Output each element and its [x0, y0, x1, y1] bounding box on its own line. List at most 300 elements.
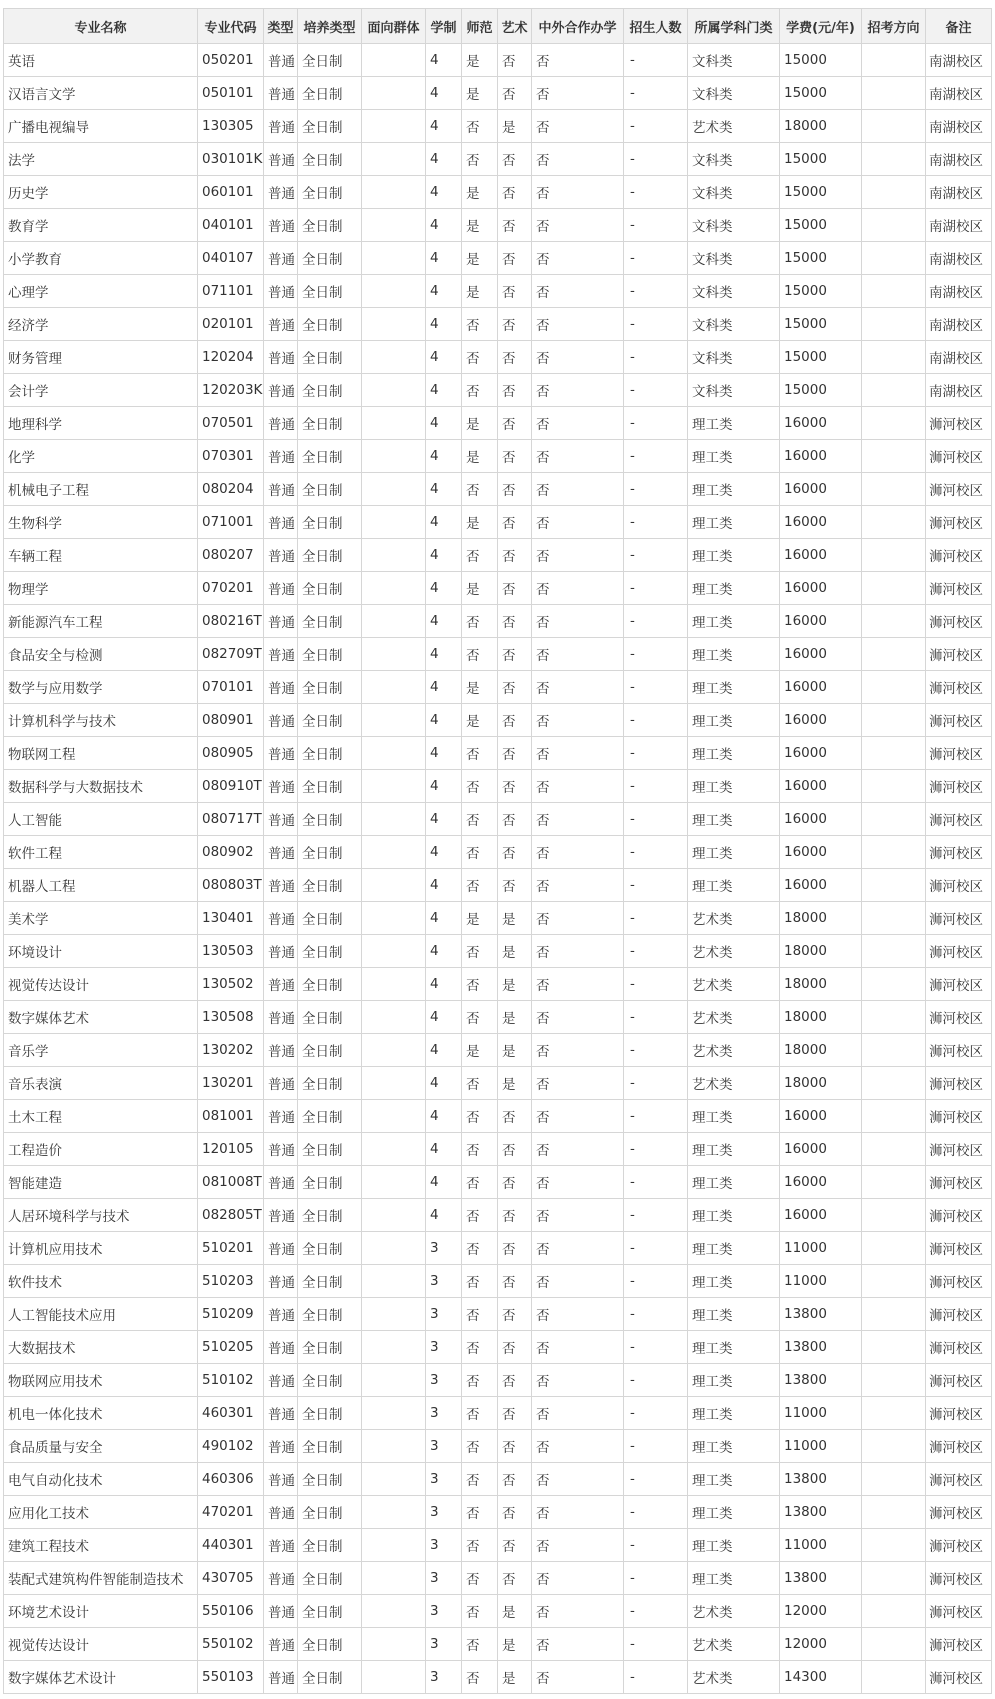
cell-art: 否	[498, 308, 532, 341]
cell-teacher-training: 是	[462, 44, 498, 77]
cell-note: 浉河校区	[926, 1199, 992, 1232]
cell-duration: 4	[426, 1166, 462, 1199]
cell-tuition: 15000	[780, 209, 862, 242]
cell-teacher-training: 否	[462, 539, 498, 572]
cell-tuition: 15000	[780, 341, 862, 374]
cell-major-code: 070301	[198, 440, 264, 473]
cell-discipline: 理工类	[688, 671, 780, 704]
cell-major-name: 美术学	[4, 902, 198, 935]
table-row	[4, 407, 992, 440]
cell-tuition: 16000	[780, 770, 862, 803]
cell-type: 普通	[264, 407, 298, 440]
cell-tuition: 12000	[780, 1595, 862, 1628]
cell-discipline: 艺术类	[688, 1661, 780, 1694]
cell-teacher-training: 是	[462, 242, 498, 275]
cell-type: 普通	[264, 770, 298, 803]
cell-note: 浉河校区	[926, 968, 992, 1001]
cell-note: 浉河校区	[926, 1001, 992, 1034]
cell-study-mode: 全日制	[298, 1595, 362, 1628]
cell-type: 普通	[264, 737, 298, 770]
table-row	[4, 341, 992, 374]
cell-exam-direction	[862, 836, 926, 869]
cell-enrollment: -	[624, 473, 688, 506]
cell-enrollment: -	[624, 869, 688, 902]
cell-joint-program: 否	[532, 1034, 624, 1067]
cell-enrollment: -	[624, 671, 688, 704]
cell-tuition: 13800	[780, 1496, 862, 1529]
cell-note: 浉河校区	[926, 770, 992, 803]
cell-target-group	[362, 242, 426, 275]
table-row	[4, 869, 992, 902]
cell-target-group	[362, 1001, 426, 1034]
cell-study-mode: 全日制	[298, 1100, 362, 1133]
cell-note: 浉河校区	[926, 605, 992, 638]
cell-note: 南湖校区	[926, 209, 992, 242]
cell-enrollment: -	[624, 1463, 688, 1496]
cell-teacher-training: 否	[462, 1397, 498, 1430]
cell-teacher-training: 否	[462, 1166, 498, 1199]
cell-duration: 3	[426, 1595, 462, 1628]
cell-major-code: 460301	[198, 1397, 264, 1430]
cell-study-mode: 全日制	[298, 1562, 362, 1595]
cell-tuition: 15000	[780, 308, 862, 341]
cell-discipline: 理工类	[688, 1562, 780, 1595]
cell-tuition: 15000	[780, 242, 862, 275]
cell-enrollment: -	[624, 308, 688, 341]
cell-discipline: 理工类	[688, 803, 780, 836]
cell-duration: 4	[426, 737, 462, 770]
cell-duration: 3	[426, 1232, 462, 1265]
table-row	[4, 638, 992, 671]
cell-art: 否	[498, 1562, 532, 1595]
cell-tuition: 13800	[780, 1562, 862, 1595]
cell-major-code: 070101	[198, 671, 264, 704]
cell-duration: 3	[426, 1463, 462, 1496]
cell-art: 是	[498, 968, 532, 1001]
cell-art: 是	[498, 1628, 532, 1661]
cell-major-name: 英语	[4, 44, 198, 77]
cell-art: 否	[498, 605, 532, 638]
cell-study-mode: 全日制	[298, 1298, 362, 1331]
cell-study-mode: 全日制	[298, 1628, 362, 1661]
cell-duration: 4	[426, 407, 462, 440]
cell-type: 普通	[264, 308, 298, 341]
cell-art: 否	[498, 836, 532, 869]
cell-type: 普通	[264, 341, 298, 374]
cell-target-group	[362, 110, 426, 143]
cell-type: 普通	[264, 1199, 298, 1232]
cell-type: 普通	[264, 1364, 298, 1397]
cell-tuition: 16000	[780, 704, 862, 737]
cell-joint-program: 否	[532, 1298, 624, 1331]
cell-joint-program: 否	[532, 1100, 624, 1133]
column-header-note: 备注	[926, 9, 992, 44]
cell-joint-program: 否	[532, 1463, 624, 1496]
table-row	[4, 1133, 992, 1166]
cell-joint-program: 否	[532, 836, 624, 869]
cell-joint-program: 否	[532, 1595, 624, 1628]
cell-joint-program: 否	[532, 935, 624, 968]
cell-discipline: 理工类	[688, 539, 780, 572]
cell-joint-program: 否	[532, 440, 624, 473]
cell-target-group	[362, 770, 426, 803]
cell-exam-direction	[862, 44, 926, 77]
cell-note: 浉河校区	[926, 737, 992, 770]
cell-major-name: 电气自动化技术	[4, 1463, 198, 1496]
cell-enrollment: -	[624, 110, 688, 143]
cell-tuition: 18000	[780, 1001, 862, 1034]
column-header-major-code: 专业代码	[198, 9, 264, 44]
cell-duration: 3	[426, 1529, 462, 1562]
cell-type: 普通	[264, 242, 298, 275]
column-header-study-mode: 培养类型	[298, 9, 362, 44]
cell-discipline: 理工类	[688, 1100, 780, 1133]
cell-note: 南湖校区	[926, 308, 992, 341]
cell-duration: 4	[426, 209, 462, 242]
cell-art: 否	[498, 209, 532, 242]
cell-duration: 4	[426, 803, 462, 836]
cell-exam-direction	[862, 1496, 926, 1529]
cell-study-mode: 全日制	[298, 209, 362, 242]
cell-enrollment: -	[624, 1067, 688, 1100]
cell-tuition: 16000	[780, 473, 862, 506]
cell-note: 浉河校区	[926, 473, 992, 506]
cell-discipline: 理工类	[688, 473, 780, 506]
cell-type: 普通	[264, 176, 298, 209]
cell-note: 浉河校区	[926, 1232, 992, 1265]
cell-note: 浉河校区	[926, 869, 992, 902]
table-row	[4, 44, 992, 77]
cell-discipline: 理工类	[688, 1463, 780, 1496]
cell-joint-program: 否	[532, 1496, 624, 1529]
cell-target-group	[362, 572, 426, 605]
cell-joint-program: 否	[532, 1232, 624, 1265]
cell-teacher-training: 是	[462, 77, 498, 110]
cell-tuition: 16000	[780, 1199, 862, 1232]
cell-major-name: 食品质量与安全	[4, 1430, 198, 1463]
cell-type: 普通	[264, 44, 298, 77]
cell-discipline: 文科类	[688, 374, 780, 407]
cell-major-code: 470201	[198, 1496, 264, 1529]
cell-art: 是	[498, 1661, 532, 1694]
cell-duration: 4	[426, 638, 462, 671]
cell-major-code: 510201	[198, 1232, 264, 1265]
cell-major-code: 060101	[198, 176, 264, 209]
cell-major-name: 法学	[4, 143, 198, 176]
cell-exam-direction	[862, 1265, 926, 1298]
cell-study-mode: 全日制	[298, 704, 362, 737]
cell-enrollment: -	[624, 1265, 688, 1298]
cell-art: 否	[498, 1331, 532, 1364]
cell-duration: 4	[426, 968, 462, 1001]
cell-enrollment: -	[624, 1034, 688, 1067]
table-row	[4, 1529, 992, 1562]
cell-discipline: 理工类	[688, 1331, 780, 1364]
cell-note: 浉河校区	[926, 440, 992, 473]
cell-type: 普通	[264, 1265, 298, 1298]
table-row	[4, 1100, 992, 1133]
cell-duration: 4	[426, 473, 462, 506]
cell-exam-direction	[862, 1034, 926, 1067]
cell-tuition: 14300	[780, 1661, 862, 1694]
cell-study-mode: 全日制	[298, 1265, 362, 1298]
cell-major-name: 软件技术	[4, 1265, 198, 1298]
cell-enrollment: -	[624, 968, 688, 1001]
cell-exam-direction	[862, 341, 926, 374]
cell-discipline: 理工类	[688, 1430, 780, 1463]
cell-study-mode: 全日制	[298, 143, 362, 176]
cell-joint-program: 否	[532, 1562, 624, 1595]
table-row	[4, 1463, 992, 1496]
cell-note: 浉河校区	[926, 1463, 992, 1496]
cell-exam-direction	[862, 605, 926, 638]
cell-tuition: 16000	[780, 605, 862, 638]
cell-exam-direction	[862, 506, 926, 539]
cell-joint-program: 否	[532, 176, 624, 209]
cell-note: 浉河校区	[926, 1133, 992, 1166]
cell-enrollment: -	[624, 176, 688, 209]
cell-duration: 4	[426, 44, 462, 77]
cell-duration: 4	[426, 1034, 462, 1067]
cell-enrollment: -	[624, 440, 688, 473]
table-row	[4, 704, 992, 737]
cell-study-mode: 全日制	[298, 308, 362, 341]
cell-teacher-training: 是	[462, 572, 498, 605]
cell-tuition: 16000	[780, 869, 862, 902]
cell-exam-direction	[862, 902, 926, 935]
cell-study-mode: 全日制	[298, 1661, 362, 1694]
cell-art: 否	[498, 1166, 532, 1199]
cell-teacher-training: 否	[462, 836, 498, 869]
cell-exam-direction	[862, 1166, 926, 1199]
cell-art: 否	[498, 143, 532, 176]
cell-art: 否	[498, 1463, 532, 1496]
cell-tuition: 15000	[780, 176, 862, 209]
table-row	[4, 671, 992, 704]
cell-target-group	[362, 77, 426, 110]
cell-discipline: 理工类	[688, 1265, 780, 1298]
cell-target-group	[362, 1364, 426, 1397]
cell-note: 浉河校区	[926, 1364, 992, 1397]
cell-type: 普通	[264, 968, 298, 1001]
cell-major-code: 080216T	[198, 605, 264, 638]
cell-art: 否	[498, 737, 532, 770]
cell-discipline: 文科类	[688, 143, 780, 176]
cell-art: 否	[498, 1397, 532, 1430]
cell-duration: 4	[426, 671, 462, 704]
cell-discipline: 理工类	[688, 1199, 780, 1232]
cell-joint-program: 否	[532, 341, 624, 374]
cell-study-mode: 全日制	[298, 1463, 362, 1496]
cell-target-group	[362, 440, 426, 473]
cell-enrollment: -	[624, 506, 688, 539]
cell-target-group	[362, 1529, 426, 1562]
cell-target-group	[362, 1331, 426, 1364]
cell-duration: 4	[426, 935, 462, 968]
cell-exam-direction	[862, 1067, 926, 1100]
cell-discipline: 艺术类	[688, 110, 780, 143]
cell-enrollment: -	[624, 836, 688, 869]
cell-joint-program: 否	[532, 407, 624, 440]
cell-joint-program: 否	[532, 1529, 624, 1562]
cell-exam-direction	[862, 770, 926, 803]
cell-note: 浉河校区	[926, 1265, 992, 1298]
cell-duration: 4	[426, 836, 462, 869]
cell-major-name: 新能源汽车工程	[4, 605, 198, 638]
cell-major-name: 地理科学	[4, 407, 198, 440]
cell-major-code: 081008T	[198, 1166, 264, 1199]
cell-duration: 4	[426, 176, 462, 209]
cell-discipline: 文科类	[688, 308, 780, 341]
cell-major-code: 120203K	[198, 374, 264, 407]
cell-teacher-training: 是	[462, 1034, 498, 1067]
cell-major-name: 视觉传达设计	[4, 968, 198, 1001]
cell-type: 普通	[264, 836, 298, 869]
cell-study-mode: 全日制	[298, 836, 362, 869]
cell-major-code: 080905	[198, 737, 264, 770]
cell-joint-program: 否	[532, 1628, 624, 1661]
cell-exam-direction	[862, 539, 926, 572]
cell-art: 否	[498, 1364, 532, 1397]
cell-art: 否	[498, 275, 532, 308]
cell-joint-program: 否	[532, 506, 624, 539]
cell-study-mode: 全日制	[298, 407, 362, 440]
cell-discipline: 文科类	[688, 176, 780, 209]
cell-type: 普通	[264, 1331, 298, 1364]
cell-art: 否	[498, 44, 532, 77]
cell-tuition: 11000	[780, 1529, 862, 1562]
cell-joint-program: 否	[532, 1430, 624, 1463]
table-row	[4, 539, 992, 572]
cell-duration: 4	[426, 1199, 462, 1232]
cell-major-name: 建筑工程技术	[4, 1529, 198, 1562]
cell-tuition: 18000	[780, 1034, 862, 1067]
cell-type: 普通	[264, 77, 298, 110]
cell-type: 普通	[264, 803, 298, 836]
cell-exam-direction	[862, 1133, 926, 1166]
cell-note: 南湖校区	[926, 374, 992, 407]
table-row	[4, 1034, 992, 1067]
cell-joint-program: 否	[532, 110, 624, 143]
cell-teacher-training: 否	[462, 143, 498, 176]
cell-major-name: 环境设计	[4, 935, 198, 968]
column-header-duration: 学制	[426, 9, 462, 44]
cell-duration: 4	[426, 605, 462, 638]
cell-joint-program: 否	[532, 1331, 624, 1364]
cell-tuition: 18000	[780, 968, 862, 1001]
cell-exam-direction	[862, 1100, 926, 1133]
cell-duration: 4	[426, 572, 462, 605]
cell-teacher-training: 否	[462, 737, 498, 770]
cell-target-group	[362, 1496, 426, 1529]
cell-duration: 3	[426, 1430, 462, 1463]
cell-note: 浉河校区	[926, 1430, 992, 1463]
cell-study-mode: 全日制	[298, 1232, 362, 1265]
cell-art: 否	[498, 869, 532, 902]
cell-enrollment: -	[624, 374, 688, 407]
cell-art: 是	[498, 1595, 532, 1628]
cell-type: 普通	[264, 1397, 298, 1430]
cell-exam-direction	[862, 1562, 926, 1595]
cell-tuition: 18000	[780, 902, 862, 935]
cell-exam-direction	[862, 869, 926, 902]
cell-major-name: 土木工程	[4, 1100, 198, 1133]
cell-major-name: 车辆工程	[4, 539, 198, 572]
cell-target-group	[362, 1562, 426, 1595]
cell-discipline: 艺术类	[688, 1001, 780, 1034]
cell-enrollment: -	[624, 1562, 688, 1595]
cell-major-code: 130508	[198, 1001, 264, 1034]
cell-enrollment: -	[624, 341, 688, 374]
cell-note: 浉河校区	[926, 1298, 992, 1331]
table-row	[4, 209, 992, 242]
cell-tuition: 15000	[780, 275, 862, 308]
cell-joint-program: 否	[532, 605, 624, 638]
column-header-joint-program: 中外合作办学	[532, 9, 624, 44]
cell-major-code: 510203	[198, 1265, 264, 1298]
cell-discipline: 理工类	[688, 869, 780, 902]
cell-art: 否	[498, 638, 532, 671]
cell-exam-direction	[862, 1364, 926, 1397]
cell-discipline: 文科类	[688, 275, 780, 308]
cell-major-code: 080803T	[198, 869, 264, 902]
cell-major-name: 人工智能	[4, 803, 198, 836]
cell-major-name: 数字媒体艺术	[4, 1001, 198, 1034]
majors-table-container	[3, 8, 991, 1694]
cell-discipline: 理工类	[688, 407, 780, 440]
cell-note: 浉河校区	[926, 1397, 992, 1430]
cell-discipline: 理工类	[688, 572, 780, 605]
cell-study-mode: 全日制	[298, 935, 362, 968]
cell-enrollment: -	[624, 737, 688, 770]
cell-duration: 4	[426, 275, 462, 308]
cell-duration: 4	[426, 869, 462, 902]
cell-exam-direction	[862, 440, 926, 473]
column-header-teacher-training: 师范	[462, 9, 498, 44]
cell-tuition: 18000	[780, 1067, 862, 1100]
cell-major-code: 510102	[198, 1364, 264, 1397]
cell-exam-direction	[862, 176, 926, 209]
cell-note: 浉河校区	[926, 704, 992, 737]
cell-type: 普通	[264, 605, 298, 638]
cell-study-mode: 全日制	[298, 572, 362, 605]
cell-art: 否	[498, 770, 532, 803]
cell-target-group	[362, 143, 426, 176]
cell-art: 是	[498, 935, 532, 968]
table-row	[4, 1265, 992, 1298]
cell-enrollment: -	[624, 803, 688, 836]
cell-major-name: 工程造价	[4, 1133, 198, 1166]
cell-major-code: 080717T	[198, 803, 264, 836]
cell-target-group	[362, 1430, 426, 1463]
cell-teacher-training: 是	[462, 704, 498, 737]
table-row	[4, 1232, 992, 1265]
cell-duration: 4	[426, 704, 462, 737]
cell-teacher-training: 否	[462, 935, 498, 968]
table-row	[4, 836, 992, 869]
cell-major-name: 应用化工技术	[4, 1496, 198, 1529]
cell-major-name: 汉语言文学	[4, 77, 198, 110]
cell-teacher-training: 否	[462, 1562, 498, 1595]
cell-target-group	[362, 539, 426, 572]
cell-major-code: 040101	[198, 209, 264, 242]
cell-major-code: 550102	[198, 1628, 264, 1661]
cell-art: 否	[498, 1298, 532, 1331]
cell-major-name: 会计学	[4, 374, 198, 407]
table-body	[4, 44, 992, 1694]
cell-major-code: 071101	[198, 275, 264, 308]
table-row	[4, 242, 992, 275]
